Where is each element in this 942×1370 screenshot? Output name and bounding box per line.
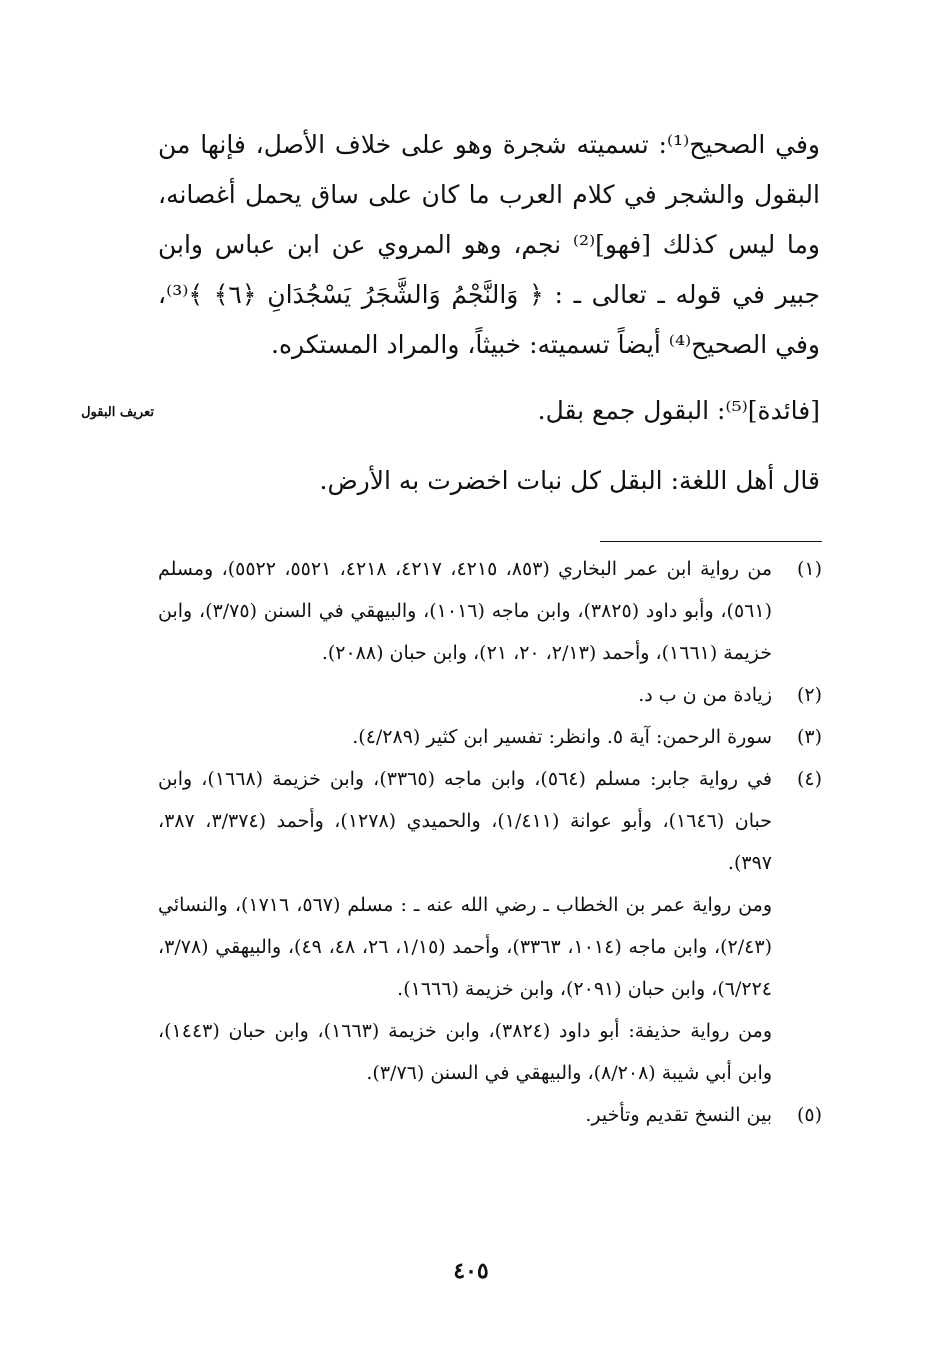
footnote-number: (١) [796,558,822,580]
footnote-text: من رواية ابن عمر البخاري (٨٥٣، ٤٢١٥، ٤٢١٧، ٤٢١٨، ٥٥٢١، ٥٥٢٢)، ومسلم (٥٦١)، وأبو داود (٣٨٢٥)، وابن ماجه (١٠١٦)، والبيهقي في السنن (٣/٧٥)، وابن خزيمة (١٦٦١)، وأحمد (٢/١٣، ٢٠، ٢١)، وابن حبان (٢٠٨٨). [158,558,773,664]
main-text [158,120,820,506]
footnote-text: ومن رواية عمر بن الخطاب ـ رضي الله عنه ـ : مسلم (٥٦٧، ١٧١٦)، والنسائي (٢/٤٣)، وابن ماجه (١٠١٤، ٣٣٦٣)، وأحمد (١/١٥، ٢٦، ٤٨، ٤٩)، والبيهقي (٣/٧٨، ٦/٢٢٤)، وابن حبان (٢٠٩١)، وابن خزيمة (١٦٦٦). [158,894,773,1000]
footnote-text: في رواية جابر: مسلم (٥٦٤)، وابن ماجه (٣٣٦٥)، وابن خزيمة (١٦٦٨)، وابن حبان (١٦٤٦)، وأبو عوانة (١/٤١١)، والحميدي (١٢٧٨)، وأحمد (٣/٣٧٤، ٣٨٧، ٣٩٧). [158,768,773,874]
footnote-number: (٢) [796,684,822,706]
footnote-number: (٣) [796,726,822,748]
main-paragraph-1: وفي الصحيح⁽¹⁾: تسميته شجرة وهو على خلاف الأصل، فإنها من البقول والشجر في كلام العرب ما كان على ساق يحمل أغصانه، وما ليس كذلك [فهو]⁽²⁾ نجم، وهو المروي عن ابن عباس وابن جبير في قوله ـ تعالى ـ : ﴿ وَالنَّجْمُ وَالشَّجَرُ يَسْجُدَانِ ﴿٦﴾ ﴾⁽³⁾، وفي الصحيح⁽⁴⁾ أيضاً تسميته: خبيثاً، والمراد المستكره. [158,130,820,359]
footnote-text: بين النسخ تقديم وتأخير. [585,1104,772,1126]
page-number: ٤٠٥ [453,1258,489,1284]
footnote-1 [158,548,822,674]
footnote-text: سورة الرحمن: آية ٥. وانظر: تفسير ابن كثير (٤/٢٨٩). [352,726,772,748]
footnote-separator [600,541,822,542]
footnotes [158,548,822,1136]
footnote-number: (٤) [796,768,822,790]
footnote-2 [158,674,822,716]
footnote-text: ومن رواية حذيفة: أبو داود (٣٨٢٤)، وابن خزيمة (١٦٦٣)، وابن حبان (١٤٤٣)، وابن أبي شيبة (٨/٢٠٨)، والبيهقي في السنن (٣/٧٦). [158,1020,772,1084]
footnote-text: زيادة من ن ب د. [638,684,772,706]
footnote-3 [158,716,822,758]
footnote-5 [158,1094,822,1136]
main-paragraph-2: [فائدة]⁽⁵⁾: البقول جمع بقل. [537,396,820,425]
margin-note: تعريف البقول [81,405,154,420]
footnote-number: (٥) [796,1104,822,1126]
main-paragraph-3: قال أهل اللغة: البقل كل نبات اخضرت به الأرض. [319,466,820,495]
footnote-4 [158,758,822,1094]
